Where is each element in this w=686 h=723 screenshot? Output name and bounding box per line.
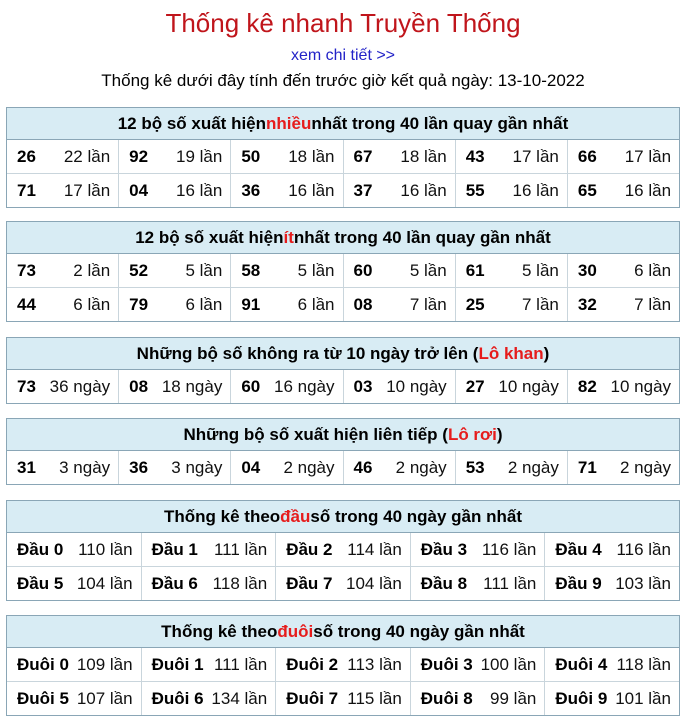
cell-key: 03: [353, 376, 373, 396]
cell-key: Đầu 8: [420, 573, 468, 593]
cell-value: 5 lần: [521, 260, 559, 280]
cell-value: 114 lần: [347, 539, 402, 559]
cell-value: 2 ngày: [395, 457, 447, 477]
table-cell: [544, 682, 679, 715]
table-cell: [118, 140, 230, 173]
cell-key: 25: [465, 294, 485, 314]
table-cell: [455, 140, 567, 173]
cell-key: 60: [353, 260, 373, 280]
cell-key: Đầu 3: [420, 539, 468, 559]
cell-key: Đuôi 7: [286, 688, 339, 708]
view-details-link[interactable]: xem chi tiết >>: [290, 47, 396, 64]
table-header-text: ): [543, 343, 550, 363]
table-cell: [230, 254, 342, 287]
table-header: [7, 616, 679, 648]
cell-value: 16 lần: [512, 180, 559, 200]
cell-key: Đuôi 3: [420, 654, 473, 674]
cell-value: 16 lần: [176, 180, 223, 200]
cell-value: 2 ngày: [507, 457, 559, 477]
table-cell: [455, 174, 567, 207]
cell-key: Đuôi 9: [555, 688, 608, 708]
table-header-text: Thống kê theo: [161, 621, 278, 641]
cell-value: 18 lần: [400, 146, 447, 166]
cell-value: 10 ngày: [386, 376, 447, 396]
cell-value: 107 lần: [76, 688, 133, 708]
table-cell: [7, 174, 118, 207]
table-cell: [118, 288, 230, 321]
table-cell: [455, 451, 567, 484]
page-subtitle: Thống kê dưới đây tính đến trước giờ kết quả ngày: 13-10-2022: [101, 71, 585, 90]
stats-table-3: [6, 418, 680, 485]
table-cell: [7, 533, 141, 566]
table-cell: [141, 567, 276, 600]
cell-key: 79: [129, 294, 149, 314]
cell-key: 37: [353, 180, 373, 200]
table-cell: [7, 567, 141, 600]
cell-key: 36: [129, 457, 149, 477]
cell-value: 17 lần: [624, 146, 672, 166]
table-cell: [567, 370, 679, 403]
stats-table-2: [6, 337, 680, 404]
cell-value: 111 lần: [483, 573, 537, 593]
cell-key: Đầu 1: [151, 539, 198, 559]
cell-value: 116 lần: [616, 539, 671, 559]
cell-key: 31: [17, 457, 36, 477]
cell-value: 16 ngày: [274, 376, 335, 396]
table-cell: [343, 140, 455, 173]
cell-key: 65: [577, 180, 597, 200]
cell-key: Đầu 4: [555, 539, 602, 559]
cell-key: 55: [465, 180, 485, 200]
cell-value: 16 lần: [624, 180, 672, 200]
table-row: [7, 451, 679, 484]
table-header-text: Những bộ số xuất hiện liên tiếp (: [183, 424, 448, 444]
cell-key: Đuôi 5: [17, 688, 69, 708]
cell-key: 67: [353, 146, 373, 166]
table-header-highlight: đuôi: [277, 621, 314, 641]
table-cell: [567, 140, 679, 173]
cell-key: 27: [465, 376, 485, 396]
cell-value: 16 lần: [288, 180, 335, 200]
cell-key: Đuôi 4: [555, 654, 608, 674]
stats-table-5: [6, 615, 680, 716]
cell-value: 2 ngày: [283, 457, 335, 477]
table-cell: [410, 648, 545, 681]
cell-key: 61: [465, 260, 485, 280]
cell-key: 73: [17, 260, 36, 280]
table-cell: [230, 370, 342, 403]
table-header: [7, 501, 679, 533]
table-row: [7, 681, 679, 715]
table-cell: [7, 682, 141, 715]
cell-value: 6 lần: [297, 294, 335, 314]
table-cell: [230, 140, 342, 173]
cell-key: 71: [577, 457, 597, 477]
table-cell: [7, 648, 141, 681]
table-row: [7, 370, 679, 403]
cell-value: 113 lần: [347, 654, 402, 674]
table-header-text: Những bộ số không ra từ 10 ngày trở lên (: [136, 343, 479, 363]
page-title: Thống kê nhanh Truyền Thống: [165, 8, 521, 38]
cell-key: 44: [17, 294, 36, 314]
stats-table-1: [6, 221, 680, 322]
cell-key: Đầu 9: [555, 573, 602, 593]
table-header-highlight: ít: [283, 227, 294, 247]
table-header-text: số trong 40 ngày gần nhất: [313, 621, 525, 641]
cell-value: 101 lần: [615, 688, 671, 708]
table-row: [7, 254, 679, 287]
cell-value: 6 lần: [634, 260, 672, 280]
cell-key: 04: [241, 457, 261, 477]
cell-key: 32: [577, 294, 597, 314]
table-cell: [410, 533, 545, 566]
table-cell: [230, 451, 342, 484]
cell-key: 92: [129, 146, 149, 166]
table-cell: [7, 254, 118, 287]
cell-key: 53: [465, 457, 485, 477]
table-cell: [7, 451, 118, 484]
table-cell: [410, 567, 545, 600]
table-cell: [343, 288, 455, 321]
cell-value: 2 ngày: [619, 457, 672, 477]
cell-key: Đuôi 2: [286, 654, 339, 674]
table-header-text: 12 bộ số xuất hiện: [117, 113, 267, 133]
cell-value: 118 lần: [616, 654, 671, 674]
table-cell: [118, 174, 230, 207]
table-row: [7, 533, 679, 566]
cell-value: 5 lần: [297, 260, 335, 280]
cell-key: 08: [129, 376, 149, 396]
cell-key: 58: [241, 260, 261, 280]
table-cell: [275, 648, 410, 681]
table-row: [7, 140, 679, 173]
table-header-text: nhất trong 40 lần quay gần nhất: [311, 113, 569, 133]
table-cell: [118, 254, 230, 287]
table-header-highlight: đầu: [280, 506, 311, 526]
cell-key: 36: [241, 180, 261, 200]
cell-value: 16 lần: [400, 180, 447, 200]
cell-value: 36 ngày: [49, 376, 111, 396]
table-header: [7, 108, 679, 140]
cell-value: 7 lần: [521, 294, 559, 314]
table-header-text: số trong 40 ngày gần nhất: [310, 506, 522, 526]
cell-value: 10 ngày: [610, 376, 672, 396]
cell-value: 109 lần: [76, 654, 133, 674]
table-cell: [7, 288, 118, 321]
table-cell: [343, 254, 455, 287]
table-cell: [567, 174, 679, 207]
table-header-highlight: Lô rơi: [447, 424, 497, 444]
cell-value: 99 lần: [490, 688, 537, 708]
table-header-text: Thống kê theo: [164, 506, 281, 526]
cell-value: 110 lần: [78, 539, 133, 559]
table-row: [7, 566, 679, 600]
cell-value: 5 lần: [409, 260, 447, 280]
cell-key: 52: [129, 260, 149, 280]
cell-key: 71: [17, 180, 36, 200]
table-cell: [275, 533, 410, 566]
cell-value: 116 lần: [481, 539, 537, 559]
cell-key: 60: [241, 376, 261, 396]
cell-key: 04: [129, 180, 149, 200]
table-cell: [118, 370, 230, 403]
table-header: [7, 222, 679, 254]
table-header-text: ): [496, 424, 503, 444]
table-cell: [343, 174, 455, 207]
table-cell: [455, 370, 567, 403]
cell-value: 111 lần: [213, 654, 268, 674]
cell-value: 18 ngày: [161, 376, 223, 396]
cell-key: 82: [577, 376, 597, 396]
cell-value: 2 lần: [73, 260, 111, 280]
table-cell: [230, 288, 342, 321]
cell-value: 19 lần: [176, 146, 223, 166]
table-cell: [141, 648, 276, 681]
table-cell: [7, 370, 118, 403]
table-cell: [567, 451, 679, 484]
table-cell: [141, 682, 276, 715]
cell-value: 3 ngày: [59, 457, 111, 477]
cell-value: 104 lần: [346, 573, 402, 593]
table-cell: [544, 648, 679, 681]
cell-key: Đuôi 6: [151, 688, 204, 708]
table-cell: [455, 288, 567, 321]
table-cell: [410, 682, 545, 715]
stats-table-0: [6, 107, 680, 208]
cell-value: 134 lần: [211, 688, 268, 708]
cell-value: 17 lần: [63, 180, 111, 200]
cell-value: 118 lần: [212, 573, 268, 593]
cell-value: 100 lần: [480, 654, 537, 674]
cell-value: 7 lần: [634, 294, 672, 314]
cell-value: 17 lần: [512, 146, 559, 166]
table-cell: [455, 254, 567, 287]
cell-key: 66: [577, 146, 597, 166]
table-row: [7, 173, 679, 207]
cell-value: 104 lần: [76, 573, 133, 593]
table-header: [7, 338, 679, 370]
cell-key: 26: [17, 146, 36, 166]
cell-key: 43: [465, 146, 485, 166]
table-row: [7, 287, 679, 321]
cell-key: 46: [353, 457, 373, 477]
table-cell: [7, 140, 118, 173]
cell-value: 103 lần: [615, 573, 671, 593]
cell-value: 7 lần: [409, 294, 447, 314]
table-cell: [343, 370, 455, 403]
table-header-highlight: Lô khan: [478, 343, 544, 363]
table-cell: [230, 174, 342, 207]
cell-key: 30: [577, 260, 597, 280]
cell-value: 18 lần: [288, 146, 335, 166]
cell-key: Đầu 6: [151, 573, 198, 593]
cell-value: 5 lần: [185, 260, 223, 280]
cell-key: Đầu 7: [286, 573, 333, 593]
cell-key: Đuôi 0: [17, 654, 69, 674]
table-header-text: nhất trong 40 lần quay gần nhất: [293, 227, 551, 247]
table-cell: [567, 254, 679, 287]
table-cell: [118, 451, 230, 484]
table-cell: [544, 533, 679, 566]
cell-value: 111 lần: [213, 539, 268, 559]
cell-value: 6 lần: [73, 294, 111, 314]
stats-table-4: [6, 500, 680, 601]
table-cell: [567, 288, 679, 321]
cell-key: 73: [17, 376, 36, 396]
cell-key: 08: [353, 294, 373, 314]
cell-value: 22 lần: [63, 146, 111, 166]
cell-value: 10 ngày: [498, 376, 559, 396]
cell-value: 115 lần: [347, 688, 402, 708]
cell-key: Đầu 0: [17, 539, 64, 559]
cell-value: 6 lần: [185, 294, 223, 314]
table-header: [7, 419, 679, 451]
cell-key: Đầu 2: [286, 539, 333, 559]
cell-key: Đuôi 8: [420, 688, 473, 708]
cell-key: 50: [241, 146, 261, 166]
table-header-text: 12 bộ số xuất hiện: [135, 227, 284, 247]
table-cell: [275, 682, 410, 715]
table-cell: [141, 533, 276, 566]
table-header-highlight: nhiều: [266, 113, 312, 133]
table-cell: [343, 451, 455, 484]
cell-key: Đuôi 1: [151, 654, 204, 674]
cell-key: Đầu 5: [17, 573, 64, 593]
cell-value: 3 ngày: [171, 457, 223, 477]
cell-key: 91: [241, 294, 261, 314]
table-row: [7, 648, 679, 681]
table-cell: [275, 567, 410, 600]
table-cell: [544, 567, 679, 600]
